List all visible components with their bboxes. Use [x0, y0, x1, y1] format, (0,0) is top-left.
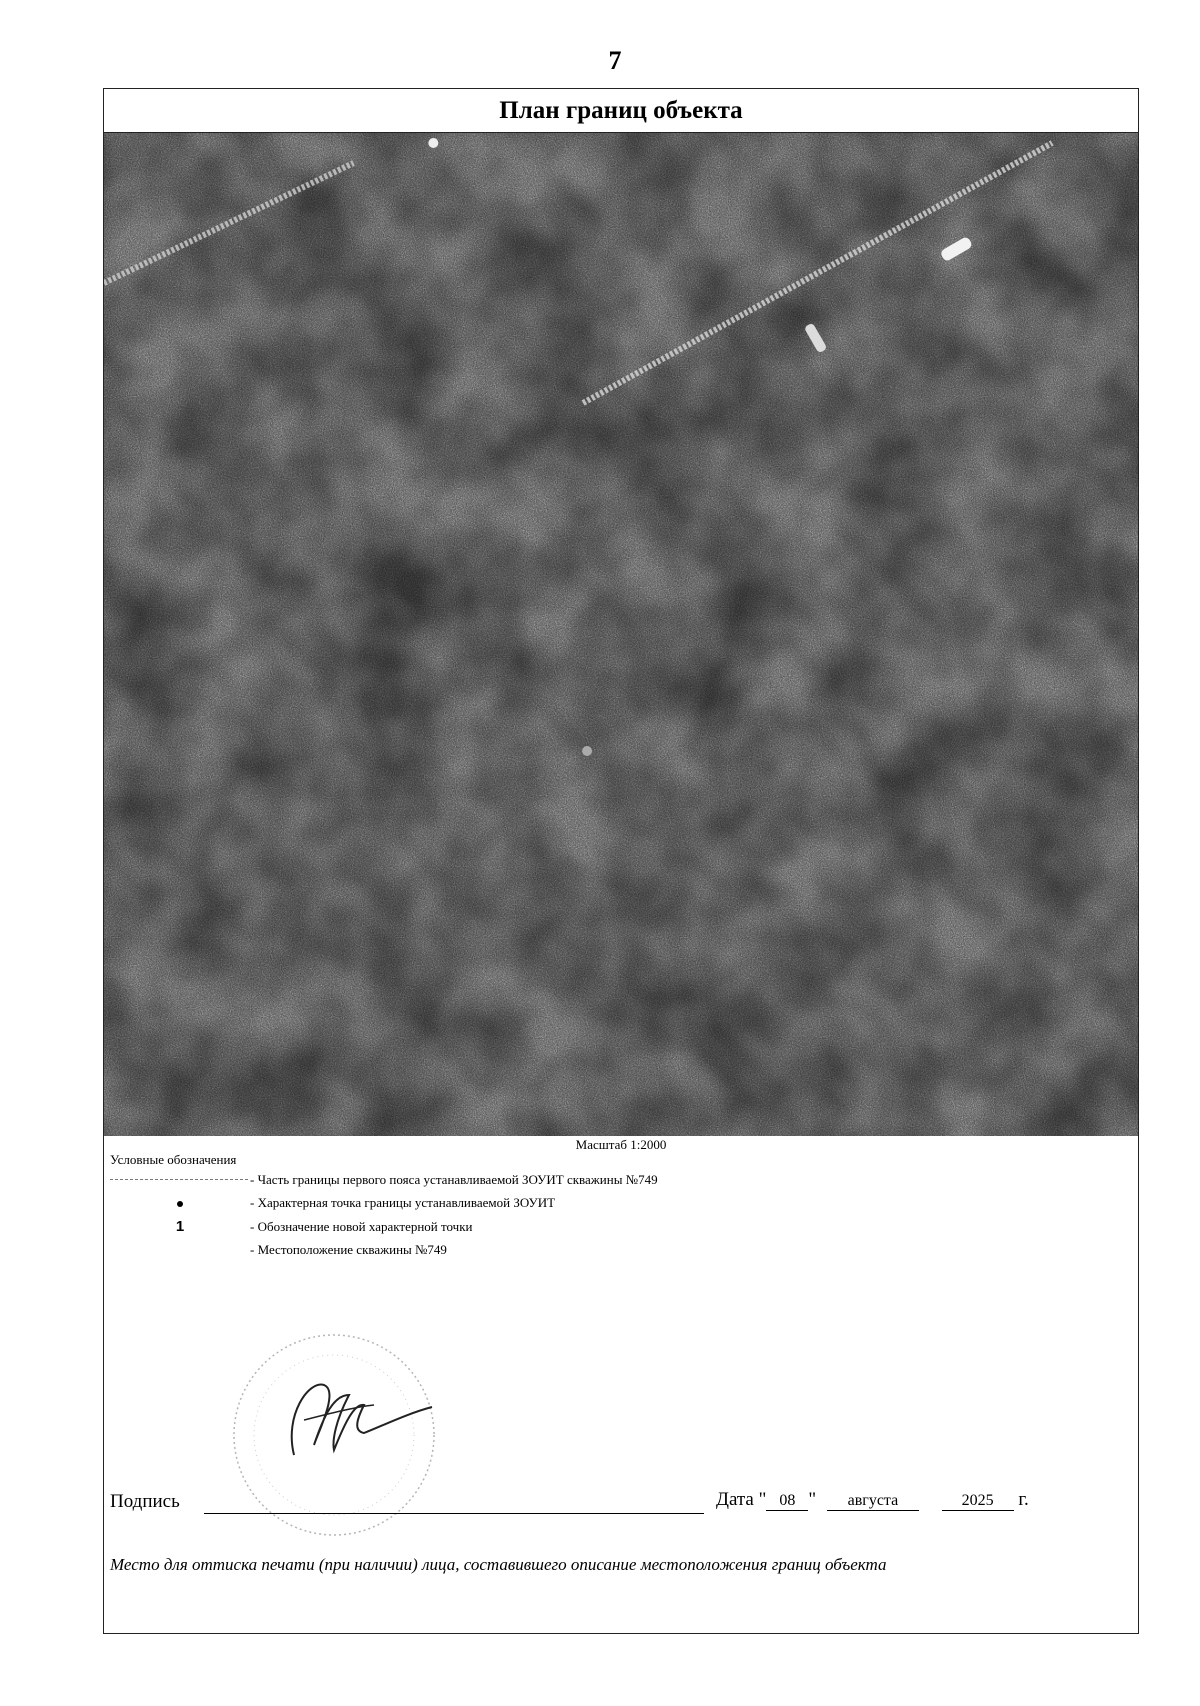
- date-field: [716, 1489, 1029, 1511]
- page-title: План границ объекта: [104, 89, 1138, 133]
- point-number-symbol: 1: [175, 1218, 185, 1235]
- dot-icon: [177, 1201, 183, 1207]
- date-prefix: Дата ": [716, 1489, 767, 1510]
- dashed-line-symbol: [110, 1179, 248, 1180]
- legend-item-new-point: [104, 1216, 1138, 1238]
- legend-item-boundary: [104, 1169, 1138, 1191]
- legend-title: Условные обозначения: [110, 1152, 237, 1167]
- signature-label: Подпись: [110, 1491, 180, 1512]
- aerial-map: [104, 133, 1138, 1136]
- page-number: 7: [608, 46, 622, 75]
- signature-stamp: [224, 1325, 484, 1555]
- date-year: 2025: [942, 1492, 1014, 1511]
- date-suffix: г.: [1018, 1489, 1029, 1510]
- document-frame: [103, 88, 1139, 1634]
- date-day: 08: [766, 1492, 808, 1511]
- map-scale: Масштаб 1:2000: [575, 1137, 667, 1152]
- signature-line: [204, 1513, 704, 1514]
- legend-item-text: - Местоположение скважины №749: [250, 1242, 447, 1257]
- date-month: августа: [827, 1492, 919, 1511]
- legend-item-well: [104, 1239, 1138, 1261]
- legend-item-text: - Часть границы первого пояса устанавливаемой ЗОУИТ скважины №749: [250, 1172, 658, 1187]
- date-quote: ": [808, 1489, 817, 1510]
- legend-item-text: - Характерная точка границы устанавливаемой ЗОУИТ: [250, 1195, 556, 1210]
- legend-item-point: [104, 1192, 1138, 1214]
- stamp-place-note: Место для оттиска печати (при наличии) лица, составившего описание местоположения границ объекта: [110, 1555, 887, 1574]
- legend-item-text: - Обозначение новой характерной точки: [250, 1219, 473, 1234]
- signature-icon: [224, 1325, 484, 1555]
- aerial-photo: [104, 133, 1138, 1136]
